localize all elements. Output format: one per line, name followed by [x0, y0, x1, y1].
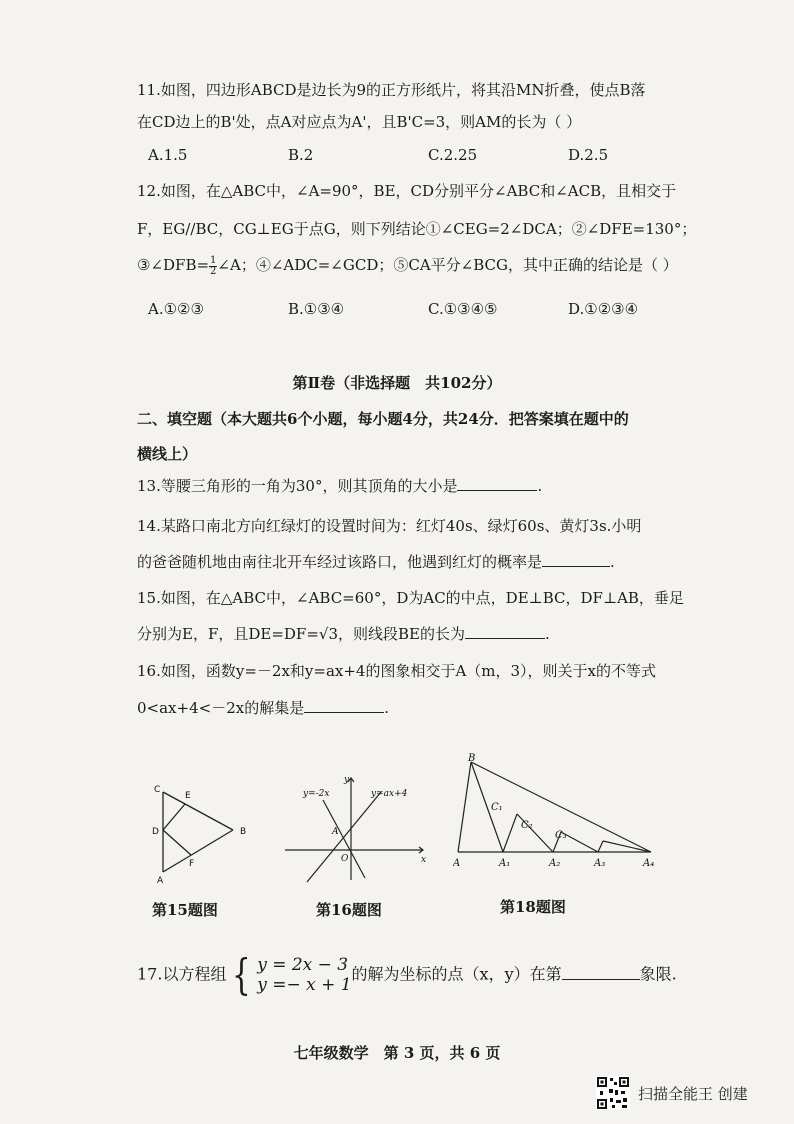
- fig18-side-ab: [458, 762, 471, 852]
- figure-16: [283, 770, 433, 885]
- q16-answer-blank[interactable]: [304, 698, 384, 713]
- fig15-seg-de: [163, 804, 185, 830]
- q11-line2: 在CD边上的B'处，点A对应点为A'，且B'C=3，则AM的长为（ ）: [137, 113, 582, 131]
- brace-icon: {: [232, 950, 252, 999]
- q17-post: 的解为坐标的点（x，y）在第: [351, 964, 562, 984]
- q12-option-c: C.①③④⑤: [428, 300, 498, 318]
- q12-line3: [137, 254, 678, 277]
- q12-options: [148, 300, 708, 318]
- fig16-label-a: A: [332, 827, 339, 837]
- fraction-one-half: $\frac{1}{2}$: [210, 254, 217, 277]
- q15-line2: 分别为E，F，且DE=DF=√3，则线段BE的长为 .: [137, 625, 550, 643]
- fig18-label-a1: A₁: [499, 858, 511, 869]
- q14-line2: 的爸爸随机地由南往北开车经过该路口，他遇到红灯的概率是 .: [137, 553, 615, 571]
- fig16-line-ax4: [323, 800, 365, 878]
- q12-line2: F，EG//BC，CG⊥EG于点G，则下列结论①∠CEG=2∠DCA；②∠DFE=130°；: [137, 220, 697, 238]
- fig18-seg-c3a4: [603, 841, 651, 852]
- fig15-side-cb: [163, 792, 233, 830]
- q11-option-b: B.2: [288, 146, 314, 164]
- q15-answer-blank[interactable]: [465, 624, 545, 639]
- fig16-label-o: O: [341, 854, 349, 864]
- q17-answer-blank[interactable]: [562, 965, 640, 980]
- fig15-label-a: A: [157, 876, 164, 886]
- q15-line1: 15.如图，在△ABC中，∠ABC=60°，D为AC的中点，DE⊥BC，DF⊥AB，垂足: [137, 589, 684, 607]
- fig18-label-a4: A₄: [643, 858, 655, 869]
- q12-line1: 12.如图，在△ABC中，∠A=90°，BE，CD分别平分∠ABC和∠ACB，且相交于: [137, 182, 677, 200]
- fig15-caption: 第15题图: [152, 901, 218, 919]
- fig16-caption: 第16题图: [316, 901, 382, 919]
- fig18-seg-a3c3: [598, 841, 603, 852]
- fig16-line-neg2x: [307, 792, 381, 882]
- fig18-seg-a1c1: [503, 814, 517, 852]
- q12-option-b: B.①③④: [288, 300, 345, 318]
- fig15-label-f: F: [189, 859, 195, 869]
- q13-text: 13.等腰三角形的一角为30°，则其顶角的大小是: [137, 477, 458, 495]
- fig15-label-c: C: [154, 785, 161, 795]
- fig16-label-x: x: [421, 855, 427, 865]
- fig18-label-c3: C₃: [555, 830, 567, 841]
- q13: 13.等腰三角形的一角为30°，则其顶角的大小是 .: [137, 477, 543, 495]
- equation-system: [226, 950, 352, 999]
- fig15-label-b: B: [240, 827, 247, 837]
- q12-option-d: D.①②③④: [568, 300, 639, 318]
- scanner-watermark: [596, 1076, 748, 1110]
- fig18-label-a2: A₂: [549, 858, 561, 869]
- q14-answer-blank[interactable]: [542, 552, 610, 567]
- q13-answer-blank[interactable]: [457, 476, 537, 491]
- qr-code-icon: [596, 1076, 630, 1110]
- fig15-label-d: D: [152, 827, 159, 837]
- fig18-label-a3: A₃: [594, 858, 606, 869]
- q17-pre: 17.以方程组: [137, 964, 227, 984]
- section2-heading-line2: 横线上）: [137, 445, 198, 463]
- q11-option-d: D.2.5: [568, 146, 609, 164]
- q12-line3-pre: ③∠DFB=: [137, 256, 210, 274]
- page-footer: 七年级数学 第 3 页，共 6 页: [293, 1044, 501, 1062]
- q11-options: [148, 146, 708, 164]
- figure-18: [453, 752, 658, 872]
- section2-title: 第Ⅱ卷（非选择题 共102分）: [292, 374, 502, 392]
- q16-line2: 0<ax+4<－2x的解集是 .: [137, 699, 389, 717]
- q14-line1: 14.某路口南北方向红绿灯的设置时间为：红灯40s、绿灯60s、黄灯3s.小明: [137, 517, 642, 535]
- fig15-side-ab: [163, 830, 233, 872]
- fig18-label-c1: C₁: [491, 802, 503, 813]
- q17-eq1: y = 2x − 3: [257, 955, 349, 975]
- q12-line3-post: ∠A；④∠ADC=∠GCD；⑤CA平分∠BCG，其中正确的结论是（ ）: [217, 256, 678, 274]
- fig16-label-ax4: y=ax+4: [371, 789, 408, 799]
- fig18-caption: 第18题图: [500, 898, 566, 916]
- q11-option-c: C.2.25: [428, 146, 478, 164]
- fig18-label-a: A: [453, 858, 461, 869]
- fig18-label-b: B: [468, 753, 476, 764]
- q11-option-a: A.1.5: [148, 146, 188, 164]
- q17-eq2: y =− x + 1: [257, 975, 352, 995]
- q11-line1: 11.如图，四边形ABCD是边长为9的正方形纸片，将其沿MN折叠，使点B落: [137, 81, 646, 99]
- fig16-label-y: y: [344, 775, 350, 785]
- q17-end: 象限.: [639, 964, 677, 984]
- figure-15: [145, 780, 255, 890]
- fig18-label-c2: C₂: [521, 820, 533, 831]
- q12-option-a: A.①②③: [148, 300, 204, 318]
- fig15-seg-df: [163, 830, 191, 855]
- fig16-label-neg2x: y=-2x: [303, 789, 330, 799]
- q17: [137, 950, 677, 999]
- section2-heading-line1: 二、填空题（本大题共6个小题，每小题4分，共24分．把答案填在题中的: [137, 410, 629, 428]
- fig15-label-e: E: [185, 791, 191, 801]
- watermark-text: 扫描全能王 创建: [638, 1084, 748, 1103]
- q16-line1: 16.如图，函数y=－2x和y=ax+4的图象相交于A（m，3），则关于x的不等式: [137, 662, 657, 680]
